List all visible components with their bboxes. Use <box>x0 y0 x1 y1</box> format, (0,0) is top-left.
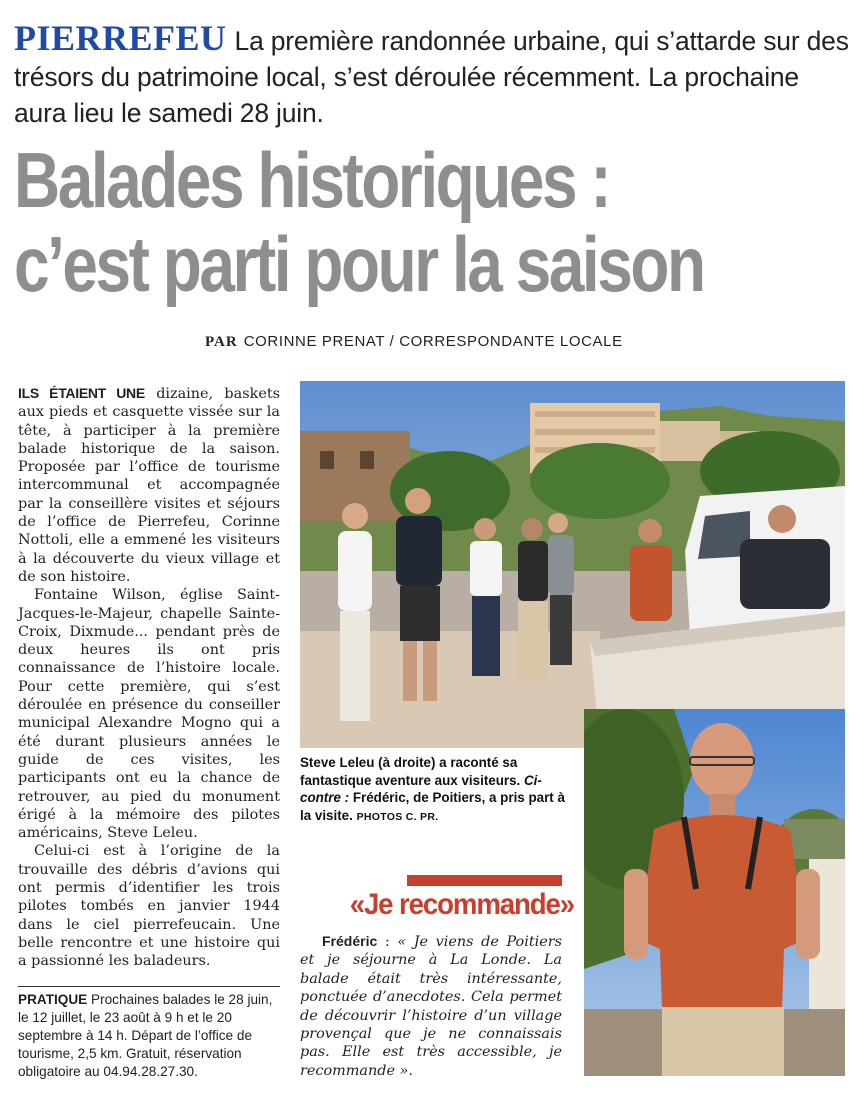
body-paragraph-3: Celui-ci est à l’origine de la trouvaille des débris d’avions qui ont permis d’identifier les trois pilotes tombés en janvier 1944 dans le ciel pierrefeucain. Une belle rencontre et une histoire qui a passionné les baladeurs. <box>18 843 280 970</box>
body-paragraph-1-text: dizaine, baskets aux pieds et casquette vissée sur la tête, à participer à la première balade historique de la saison. Proposée par l’office de tourisme intercommunal et accompagnée par la conseillère visites et séjours de l’office de Pierrefeu, Corinne Nottoli, elle a emmené les visiteurs à la découverte du vieux village et de son histoire. <box>18 386 281 585</box>
headline <box>14 138 703 306</box>
headline-line-1: Balades historiques : <box>14 136 610 224</box>
byline-author: CORINNE PRENAT / CORRESPONDANTE LOCALE <box>243 333 623 350</box>
pratique-text: Prochaines balades le 28 juin, le 12 juillet, le 23 août à 9 h et le 20 septembre à 14 h. Départ de l’office de tourisme, 2,5 km. Gratuit, réservation obligatoire au 04.94.28.27.30. <box>18 992 273 1079</box>
quote-speaker: Frédéric <box>322 933 378 949</box>
caption-part-1: Steve Leleu (à droite) a raconté sa fantastique aventure aux visiteurs. <box>300 755 524 788</box>
caption-ci-contre: Ci-contre : <box>300 772 542 805</box>
quote-body: « Je viens de Poitiers et je séjourne à La Londe. La balade était très intéressante, ponctuée d’anecdotes. Cela permet de découvrir l’histoire d’un village provençal que je ne connaissais pas. Elle est très accessible, je recommande » <box>300 934 562 1079</box>
kicker: PIERREFEU <box>14 18 227 58</box>
chapeau <box>14 20 854 131</box>
caption-part-2: Frédéric, de Poitiers, a pris part à la visite. <box>300 790 565 823</box>
photo-caption <box>300 754 574 826</box>
byline-prefix: PAR <box>205 334 238 350</box>
article-body <box>18 384 280 971</box>
headline-line-2: c’est parti pour la saison <box>14 220 704 308</box>
photo-credit: PHOTOS C. PR. <box>356 810 439 823</box>
byline <box>205 333 623 351</box>
quote-separator: : <box>377 934 398 950</box>
quote-title: «Je recommande» <box>349 888 574 921</box>
portrait-photo <box>584 709 845 1076</box>
body-paragraph-2: Fontaine Wilson, église Saint-Jacques-le-Majeur, chapelle Sainte-Croix, Dixmude... pendant près de deux heures ils ont pris connaissance de l’histoire locale. Pour cette première, qui s’est déroulée en présence du conseiller municipal Alexandre Mogno qui a été durant plusieurs années le guide de ces visites, les participants ont eu la chance de retrouver, au pied du monument érigé à la mémoire des pilotes américains, Steve Leleu. <box>18 587 280 842</box>
pratique-label: PRATIQUE <box>18 992 88 1007</box>
chapeau-text: La première randonnée urbaine, qui s’attarde sur des trésors du patrimoine local, s’est déroulée récemment. La prochaine aura lieu le samedi 28 juin. <box>14 26 849 128</box>
body-lead-in: ILS ÉTAIENT UNE <box>18 385 145 401</box>
quote-text <box>300 932 562 1080</box>
body-paragraph-1 <box>18 384 280 586</box>
quote-end: . <box>408 1062 413 1079</box>
group-photo <box>300 381 845 748</box>
quote-accent-bar <box>407 875 562 886</box>
pratique-box <box>18 986 280 1081</box>
